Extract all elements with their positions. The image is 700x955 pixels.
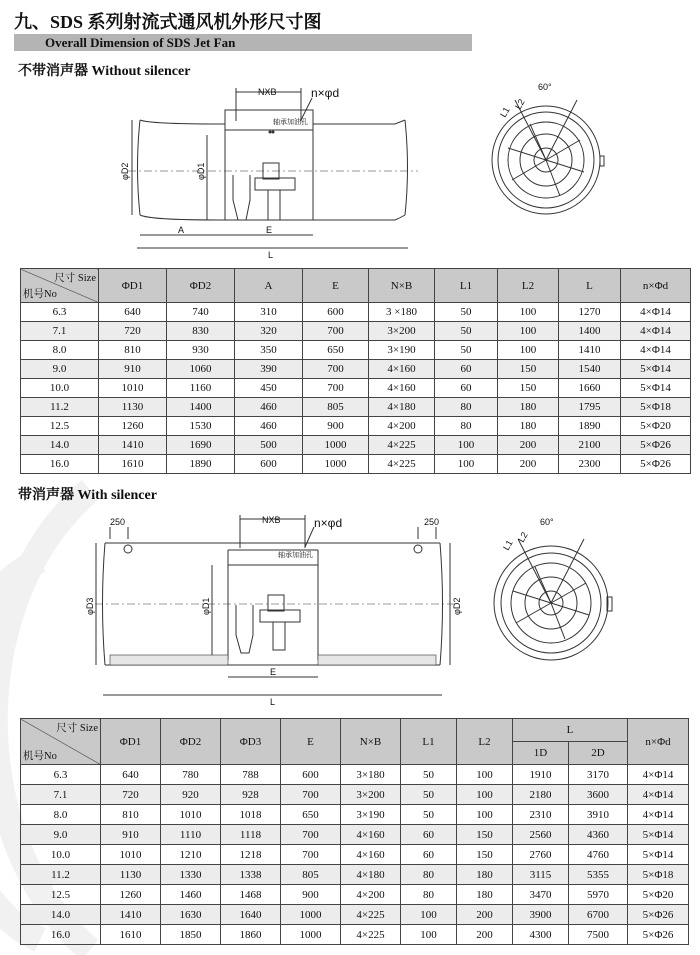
cell: 1338 — [221, 865, 281, 885]
cell: 928 — [221, 785, 281, 805]
cell: 720 — [99, 322, 167, 341]
label-d1: φD1 — [201, 597, 211, 615]
cell: 1010 — [161, 805, 221, 825]
label-250-right: 250 — [424, 517, 440, 527]
column-header: L1 — [401, 719, 457, 765]
table-row — [21, 417, 691, 436]
cell: 2300 — [559, 455, 621, 474]
column-header: ΦD1 — [101, 719, 161, 765]
cell: 1060 — [167, 360, 235, 379]
cell: 4×Φ14 — [628, 785, 689, 805]
model-no-cell: 6.3 — [21, 303, 99, 322]
column-header: ΦD3 — [221, 719, 281, 765]
model-no-cell: 14.0 — [21, 436, 99, 455]
column-header: A — [235, 269, 303, 303]
cell: 3×200 — [369, 322, 435, 341]
cell: 5355 — [569, 865, 628, 885]
cell: 640 — [99, 303, 167, 322]
label-a: A — [178, 225, 185, 235]
cell: 180 — [457, 885, 513, 905]
cell: 3115 — [513, 865, 569, 885]
table-row — [21, 765, 689, 785]
cell: 1460 — [161, 885, 221, 905]
cell: 200 — [498, 436, 559, 455]
table-row — [21, 360, 691, 379]
cell: 50 — [401, 805, 457, 825]
table-row — [21, 303, 691, 322]
label-l2: L2 — [516, 530, 530, 544]
label-l2: L2 — [513, 97, 527, 111]
column-header: ΦD1 — [99, 269, 167, 303]
model-no-cell: 16.0 — [21, 455, 99, 474]
cell: 805 — [281, 865, 341, 885]
label-l1: L1 — [501, 538, 515, 552]
cell: 810 — [99, 341, 167, 360]
cell: 390 — [235, 360, 303, 379]
cell: 100 — [435, 455, 498, 474]
cell: 4360 — [569, 825, 628, 845]
corner-header — [21, 719, 101, 765]
cell: 910 — [101, 825, 161, 845]
column-header: L2 — [457, 719, 513, 765]
label-e: E — [266, 225, 273, 235]
cell: 350 — [235, 341, 303, 360]
model-no-cell: 11.2 — [21, 398, 99, 417]
cell: 640 — [101, 765, 161, 785]
cell: 3900 — [513, 905, 569, 925]
cell: 50 — [435, 322, 498, 341]
cell: 2760 — [513, 845, 569, 865]
cell: 3×200 — [341, 785, 401, 805]
model-no-cell: 10.0 — [21, 845, 101, 865]
cell: 100 — [457, 765, 513, 785]
cell: 700 — [281, 845, 341, 865]
label-l1: L1 — [498, 105, 512, 119]
cell: 1270 — [559, 303, 621, 322]
model-no-cell: 9.0 — [21, 360, 99, 379]
cell: 650 — [281, 805, 341, 825]
cell: 4760 — [569, 845, 628, 865]
cell: 930 — [167, 341, 235, 360]
model-no-cell: 10.0 — [21, 379, 99, 398]
section-title-without-silencer: 不带消声器 Without silencer — [18, 64, 191, 79]
cell: 100 — [498, 303, 559, 322]
cell: 780 — [161, 765, 221, 785]
model-no-cell: 7.1 — [21, 785, 101, 805]
cell: 500 — [235, 436, 303, 455]
cell: 310 — [235, 303, 303, 322]
cell: 50 — [435, 303, 498, 322]
cell: 830 — [167, 322, 235, 341]
cell: 50 — [435, 341, 498, 360]
cell: 100 — [498, 322, 559, 341]
cell: 150 — [498, 379, 559, 398]
label-d2: φD2 — [120, 162, 130, 180]
column-header: N×B — [341, 719, 401, 765]
cell: 5×Φ26 — [628, 925, 689, 945]
cell: 1260 — [99, 417, 167, 436]
cell: 740 — [167, 303, 235, 322]
label-d1: φD1 — [196, 162, 206, 180]
cell: 1910 — [513, 765, 569, 785]
cell: 810 — [101, 805, 161, 825]
cell: 1160 — [167, 379, 235, 398]
cell: 1260 — [101, 885, 161, 905]
cell: 80 — [435, 417, 498, 436]
cell: 4×225 — [369, 436, 435, 455]
cell: 4300 — [513, 925, 569, 945]
table-row — [21, 455, 691, 474]
table-row — [21, 341, 691, 360]
label-angle: 60° — [538, 82, 552, 92]
table-row — [21, 885, 689, 905]
cell: 4×200 — [341, 885, 401, 905]
cell: 80 — [401, 865, 457, 885]
label-nd: n×φd — [311, 86, 340, 100]
column-header: n×Φd — [621, 269, 691, 303]
corner-header — [21, 269, 99, 303]
cell: 150 — [498, 360, 559, 379]
model-no-cell: 7.1 — [21, 322, 99, 341]
cell: 4×180 — [369, 398, 435, 417]
table-with-silencer — [20, 718, 689, 945]
cell: 60 — [435, 379, 498, 398]
cell: 805 — [303, 398, 369, 417]
model-no-cell: 12.5 — [21, 885, 101, 905]
cell: 1610 — [99, 455, 167, 474]
cell: 7500 — [569, 925, 628, 945]
cell: 100 — [457, 805, 513, 825]
cell: 5×Φ14 — [621, 379, 691, 398]
cell: 100 — [401, 905, 457, 925]
cell: 700 — [281, 825, 341, 845]
cell: 1330 — [161, 865, 221, 885]
cell: 3470 — [513, 885, 569, 905]
cell: 4×225 — [341, 925, 401, 945]
cell: 5×Φ26 — [621, 436, 691, 455]
cell: 5×Φ14 — [628, 825, 689, 845]
cell: 1130 — [101, 865, 161, 885]
cell: 1210 — [161, 845, 221, 865]
cell: 1630 — [161, 905, 221, 925]
label-l: L — [268, 250, 274, 260]
cell: 450 — [235, 379, 303, 398]
cell: 1795 — [559, 398, 621, 417]
cell: 200 — [498, 455, 559, 474]
cell: 1890 — [559, 417, 621, 436]
fan-front-view — [494, 539, 612, 660]
cell: 1530 — [167, 417, 235, 436]
cell: 600 — [281, 765, 341, 785]
cell: 460 — [235, 417, 303, 436]
corner-size-label: 尺寸 Size — [54, 273, 96, 284]
model-no-cell: 16.0 — [21, 925, 101, 945]
cell: 1000 — [303, 436, 369, 455]
cell: 600 — [303, 303, 369, 322]
cell: 5×Φ14 — [621, 360, 691, 379]
cell: 1400 — [167, 398, 235, 417]
cell: 1860 — [221, 925, 281, 945]
cell: 1540 — [559, 360, 621, 379]
cell: 180 — [457, 865, 513, 885]
cell: 100 — [457, 785, 513, 805]
cell: 1468 — [221, 885, 281, 905]
cell: 3×190 — [341, 805, 401, 825]
table-row — [21, 845, 689, 865]
cell: 3×190 — [369, 341, 435, 360]
cell: 180 — [498, 398, 559, 417]
cell: 100 — [435, 436, 498, 455]
corner-no-label: 机号No — [23, 751, 57, 762]
cell: 920 — [161, 785, 221, 805]
cell: 1110 — [161, 825, 221, 845]
label-d3: φD3 — [85, 597, 95, 615]
cell: 460 — [235, 398, 303, 417]
cell: 1010 — [101, 845, 161, 865]
cell: 4×200 — [369, 417, 435, 436]
page-subtitle: Overall Dimension of SDS Jet Fan — [45, 35, 236, 50]
column-header: L2 — [498, 269, 559, 303]
column-subheader: 1D — [513, 742, 569, 765]
column-header: L1 — [435, 269, 498, 303]
cell: 4×160 — [369, 379, 435, 398]
cell: 5×Φ18 — [628, 865, 689, 885]
cell: 1010 — [99, 379, 167, 398]
cell: 900 — [281, 885, 341, 905]
cell: 1400 — [559, 322, 621, 341]
cell: 1690 — [167, 436, 235, 455]
cell: 5970 — [569, 885, 628, 905]
drawing-with-silencer — [80, 505, 630, 710]
cell: 150 — [457, 845, 513, 865]
cell: 4×Φ14 — [628, 765, 689, 785]
label-nxb: NXB — [262, 515, 281, 525]
cell: 700 — [303, 379, 369, 398]
cell: 200 — [457, 905, 513, 925]
fan-side-view — [128, 88, 418, 248]
model-no-cell: 6.3 — [21, 765, 101, 785]
cell: 1410 — [101, 905, 161, 925]
cell: 4×160 — [369, 360, 435, 379]
column-header: L — [559, 269, 621, 303]
cell: 1640 — [221, 905, 281, 925]
fan-front-view — [492, 100, 604, 214]
cell: 1000 — [281, 905, 341, 925]
label-nd: n×φd — [314, 516, 343, 530]
cell: 700 — [303, 322, 369, 341]
column-header: ΦD2 — [161, 719, 221, 765]
cell: 4×Φ14 — [621, 341, 691, 360]
cell: 4×160 — [341, 825, 401, 845]
cell: 1018 — [221, 805, 281, 825]
label-angle: 60° — [540, 517, 554, 527]
table-row — [21, 379, 691, 398]
table-row — [21, 805, 689, 825]
table-row — [21, 865, 689, 885]
section-title-with-silencer: 带消声器 With silencer — [18, 488, 157, 503]
cell: 100 — [401, 925, 457, 945]
label-l: L — [270, 697, 276, 707]
cell: 5×Φ26 — [628, 905, 689, 925]
cell: 60 — [401, 825, 457, 845]
cell: 5×Φ18 — [621, 398, 691, 417]
cell: 4×160 — [341, 845, 401, 865]
cell: 150 — [457, 825, 513, 845]
cell: 1000 — [281, 925, 341, 945]
cell: 100 — [498, 341, 559, 360]
label-oil-hole: 轴承加油孔 — [273, 119, 308, 126]
cell: 50 — [401, 785, 457, 805]
cell: 3170 — [569, 765, 628, 785]
label-e: E — [270, 667, 277, 677]
cell: 4×180 — [341, 865, 401, 885]
cell: 60 — [435, 360, 498, 379]
cell: 80 — [435, 398, 498, 417]
cell: 2560 — [513, 825, 569, 845]
cell: 600 — [235, 455, 303, 474]
cell: 3 ×180 — [369, 303, 435, 322]
cell: 5×Φ20 — [628, 885, 689, 905]
cell: 4×225 — [369, 455, 435, 474]
cell: 910 — [99, 360, 167, 379]
cell: 6700 — [569, 905, 628, 925]
cell: 2100 — [559, 436, 621, 455]
column-subheader: 2D — [569, 742, 628, 765]
cell: 4×225 — [341, 905, 401, 925]
model-no-cell: 9.0 — [21, 825, 101, 845]
table-row — [21, 398, 691, 417]
cell: 1410 — [559, 341, 621, 360]
cell: 5×Φ26 — [621, 455, 691, 474]
cell: 1218 — [221, 845, 281, 865]
cell: 4×Φ14 — [621, 303, 691, 322]
label-d2: φD2 — [452, 597, 462, 615]
corner-size-label: 尺寸 Size — [56, 723, 98, 734]
column-header: n×Φd — [628, 719, 689, 765]
cell: 3910 — [569, 805, 628, 825]
table-row — [21, 925, 689, 945]
cell: 650 — [303, 341, 369, 360]
label-oil-hole: 轴承加油孔 — [278, 552, 313, 559]
model-no-cell: 14.0 — [21, 905, 101, 925]
cell: 200 — [457, 925, 513, 945]
cell: 1410 — [99, 436, 167, 455]
table-row — [21, 825, 689, 845]
column-header: E — [281, 719, 341, 765]
label-250-left: 250 — [110, 517, 126, 527]
page-title: 九、SDS 系列射流式通风机外形尺寸图 — [14, 12, 322, 32]
column-header-l: L — [513, 719, 628, 742]
cell: 2180 — [513, 785, 569, 805]
cell: 180 — [498, 417, 559, 436]
cell: 1130 — [99, 398, 167, 417]
cell: 720 — [101, 785, 161, 805]
cell: 4×Φ14 — [621, 322, 691, 341]
drawing-without-silencer — [100, 80, 620, 265]
model-no-cell: 8.0 — [21, 341, 99, 360]
cell: 900 — [303, 417, 369, 436]
cell: 1660 — [559, 379, 621, 398]
cell: 5×Φ14 — [628, 845, 689, 865]
cell: 700 — [281, 785, 341, 805]
cell: 3×180 — [341, 765, 401, 785]
model-no-cell: 8.0 — [21, 805, 101, 825]
corner-no-label: 机号No — [23, 289, 57, 300]
column-header: ΦD2 — [167, 269, 235, 303]
cell: 2310 — [513, 805, 569, 825]
cell: 1610 — [101, 925, 161, 945]
cell: 50 — [401, 765, 457, 785]
cell: 1890 — [167, 455, 235, 474]
table-row — [21, 436, 691, 455]
cell: 3600 — [569, 785, 628, 805]
model-no-cell: 11.2 — [21, 865, 101, 885]
table-row — [21, 322, 691, 341]
cell: 4×Φ14 — [628, 805, 689, 825]
cell: 60 — [401, 845, 457, 865]
table-row — [21, 785, 689, 805]
cell: 1000 — [303, 455, 369, 474]
cell: 1850 — [161, 925, 221, 945]
column-header: E — [303, 269, 369, 303]
column-header: N×B — [369, 269, 435, 303]
model-no-cell: 12.5 — [21, 417, 99, 436]
cell: 5×Φ20 — [621, 417, 691, 436]
table-row — [21, 905, 689, 925]
cell: 788 — [221, 765, 281, 785]
cell: 700 — [303, 360, 369, 379]
cell: 80 — [401, 885, 457, 905]
cell: 320 — [235, 322, 303, 341]
table-without-silencer — [20, 268, 691, 474]
cell: 1118 — [221, 825, 281, 845]
label-nxb: NXB — [258, 87, 277, 97]
